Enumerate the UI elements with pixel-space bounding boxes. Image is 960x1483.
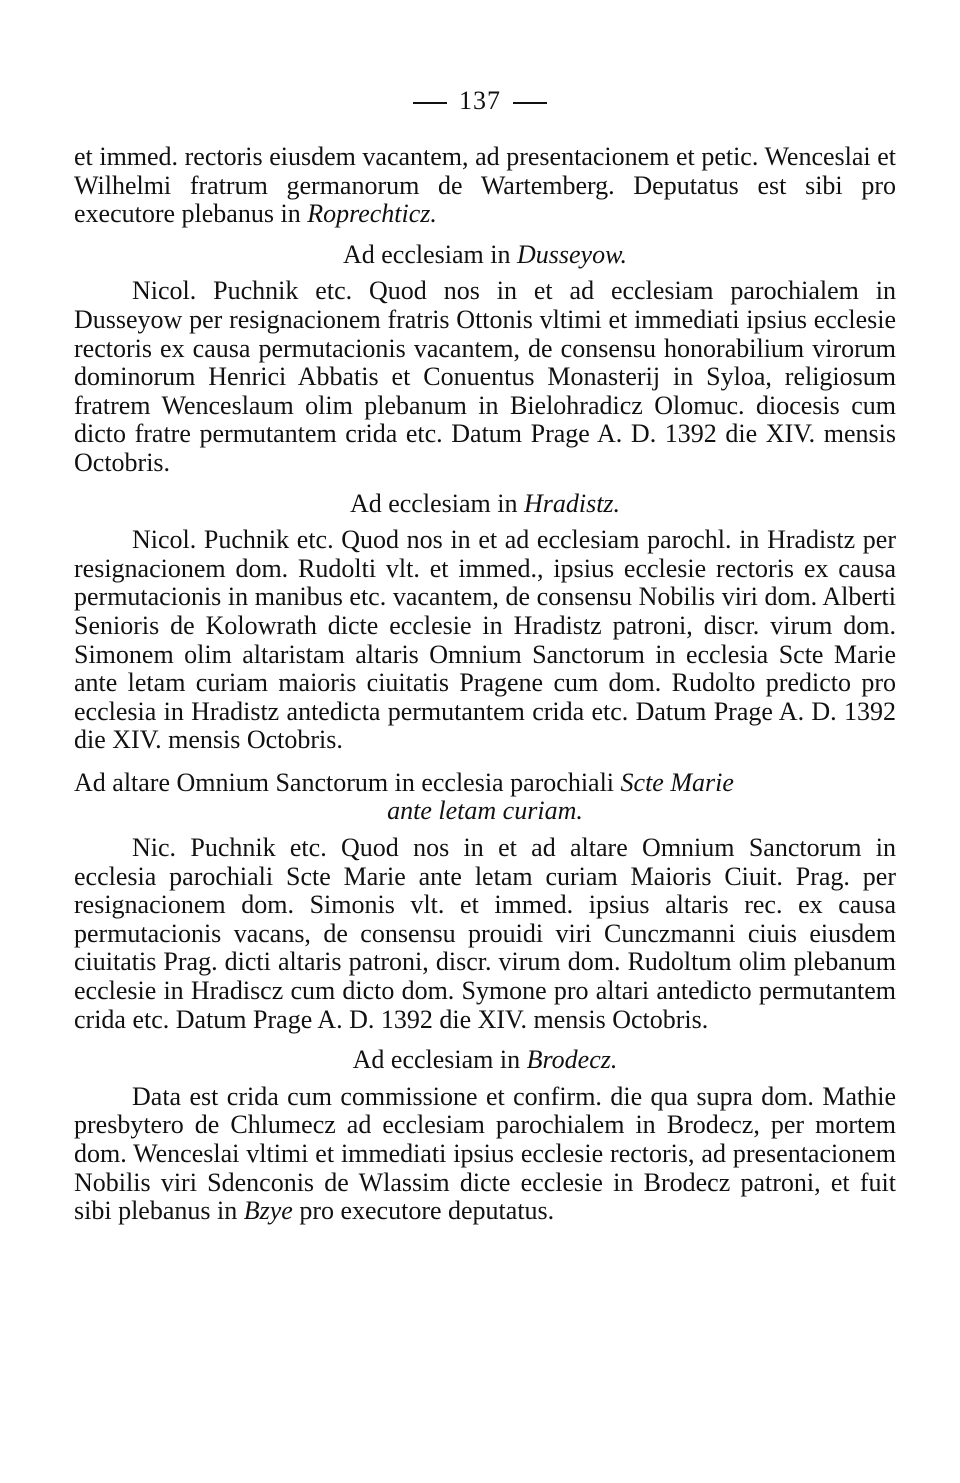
heading-place: Brodecz. — [526, 1045, 618, 1075]
paragraph-dusseyow: Nicol. Puchnik etc. Quod nos in et ad ecclesiam parochialem in Dusseyow per resignacionem fratris Ottonis vltimi et immediati ipsius ecclesie rectoris ex causa permutacionis vacantem, de consensu honorabilium virorum dominorum Henrici Abbatis et Conuentus Monasterij in Syloa, religiosum fratrem Wenceslaum olim plebanum in Bielohradicz Olomuc. diocesis cum dicto fratre permutantem crida etc. Datum Prage A. D. 1392 die XIV. mensis Octobris. — [74, 276, 896, 477]
paragraph-brodecz — [74, 1083, 896, 1226]
heading-place: Dusseyow. — [516, 239, 627, 269]
paragraph-text: Data est crida cum commissione et confirm. die qua supra dom. Mathie presbytero de Chlumecz ad ecclesiam parochialem in Brodecz, per mortem dom. Wenceslai vltimi et immediati ipsius ecclesie rectoris, ad presentacionem Nobilis viri Sdenconis de Wlassim dicte ecclesie in Brodecz patroni, et fuit sibi plebanus in — [74, 1081, 896, 1226]
section-heading-dusseyow — [74, 241, 896, 270]
page-number — [0, 86, 960, 116]
right-dash — [513, 102, 547, 104]
heading-place: Scte Marie — [620, 767, 734, 797]
page-number-value: 137 — [459, 86, 501, 115]
section-heading-brodecz — [74, 1046, 896, 1075]
heading-text: Ad altare Omnium Sanctorum in ecclesia parochiali — [74, 767, 621, 797]
heading-text: Ad ecclesiam in — [352, 1045, 527, 1075]
heading-line2: ante letam curiam. — [387, 796, 583, 826]
paragraph-altare: Nic. Puchnik etc. Quod nos in et ad altare Omnium Sanctorum in ecclesia parochiali Scte Marie ante letam curiam Maioris Ciuit. Prag. per resignacionem dom. Simonis vlt. et immed. ipsius altaris rec. ex causa permutacionis vacans, de consensu prouidi viri Cunczmanni ciuis eiusdem ciuitatis Prag. dicti altaris patroni, discr. virum dom. Rudoltum olim plebanum ecclesie in Hradiscz cum dicto dom. Symone pro altari antedicto permutantem crida etc. Datum Prage A. D. 1392 die XIV. mensis Octobris. — [74, 833, 896, 1034]
paragraph-text: et immed. rectoris eiusdem vacantem, ad presentacionem et petic. Wenceslai et Wilhelmi fratrum germanorum de Wartemberg. Deputatus est sibi pro executore plebanus in — [74, 142, 896, 229]
place-name: Bzye — [243, 1196, 293, 1226]
place-name: Roprechticz. — [307, 199, 437, 229]
heading-text: Ad ecclesiam in — [342, 239, 517, 269]
left-dash — [413, 102, 447, 104]
body-text — [74, 143, 896, 1226]
paragraph-end: pro executore deputatus. — [292, 1196, 555, 1226]
paragraph-hradistz: Nicol. Puchnik etc. Quod nos in et ad ecclesiam parochl. in Hradistz per resignacionem dom. Rudolti vlt. et immed., ipsius ecclesie rectoris ex causa permutacionis in manibus etc. vacantem, de consensu Nobilis viri dom. Alberti Senioris de Kolowrath dicte ecclesie in Hradistz patroni, discr. virum dom. Simonem olim altaristam altaris Omnium Sanctorum in ecclesia Scte Marie ante letam curiam maioris ciuitatis Pragene cum dom. Rudolto predicto pro ecclesia in Hradistz antedicta permutantem crida etc. Datum Prage A. D. 1392 die XIV. mensis Octobris. — [74, 525, 896, 755]
heading-place: Hradistz. — [523, 488, 621, 518]
section-heading-hradistz — [74, 490, 896, 519]
section-heading-altare — [74, 769, 896, 826]
paragraph-continuation — [74, 143, 896, 229]
heading-text: Ad ecclesiam in — [349, 488, 524, 518]
